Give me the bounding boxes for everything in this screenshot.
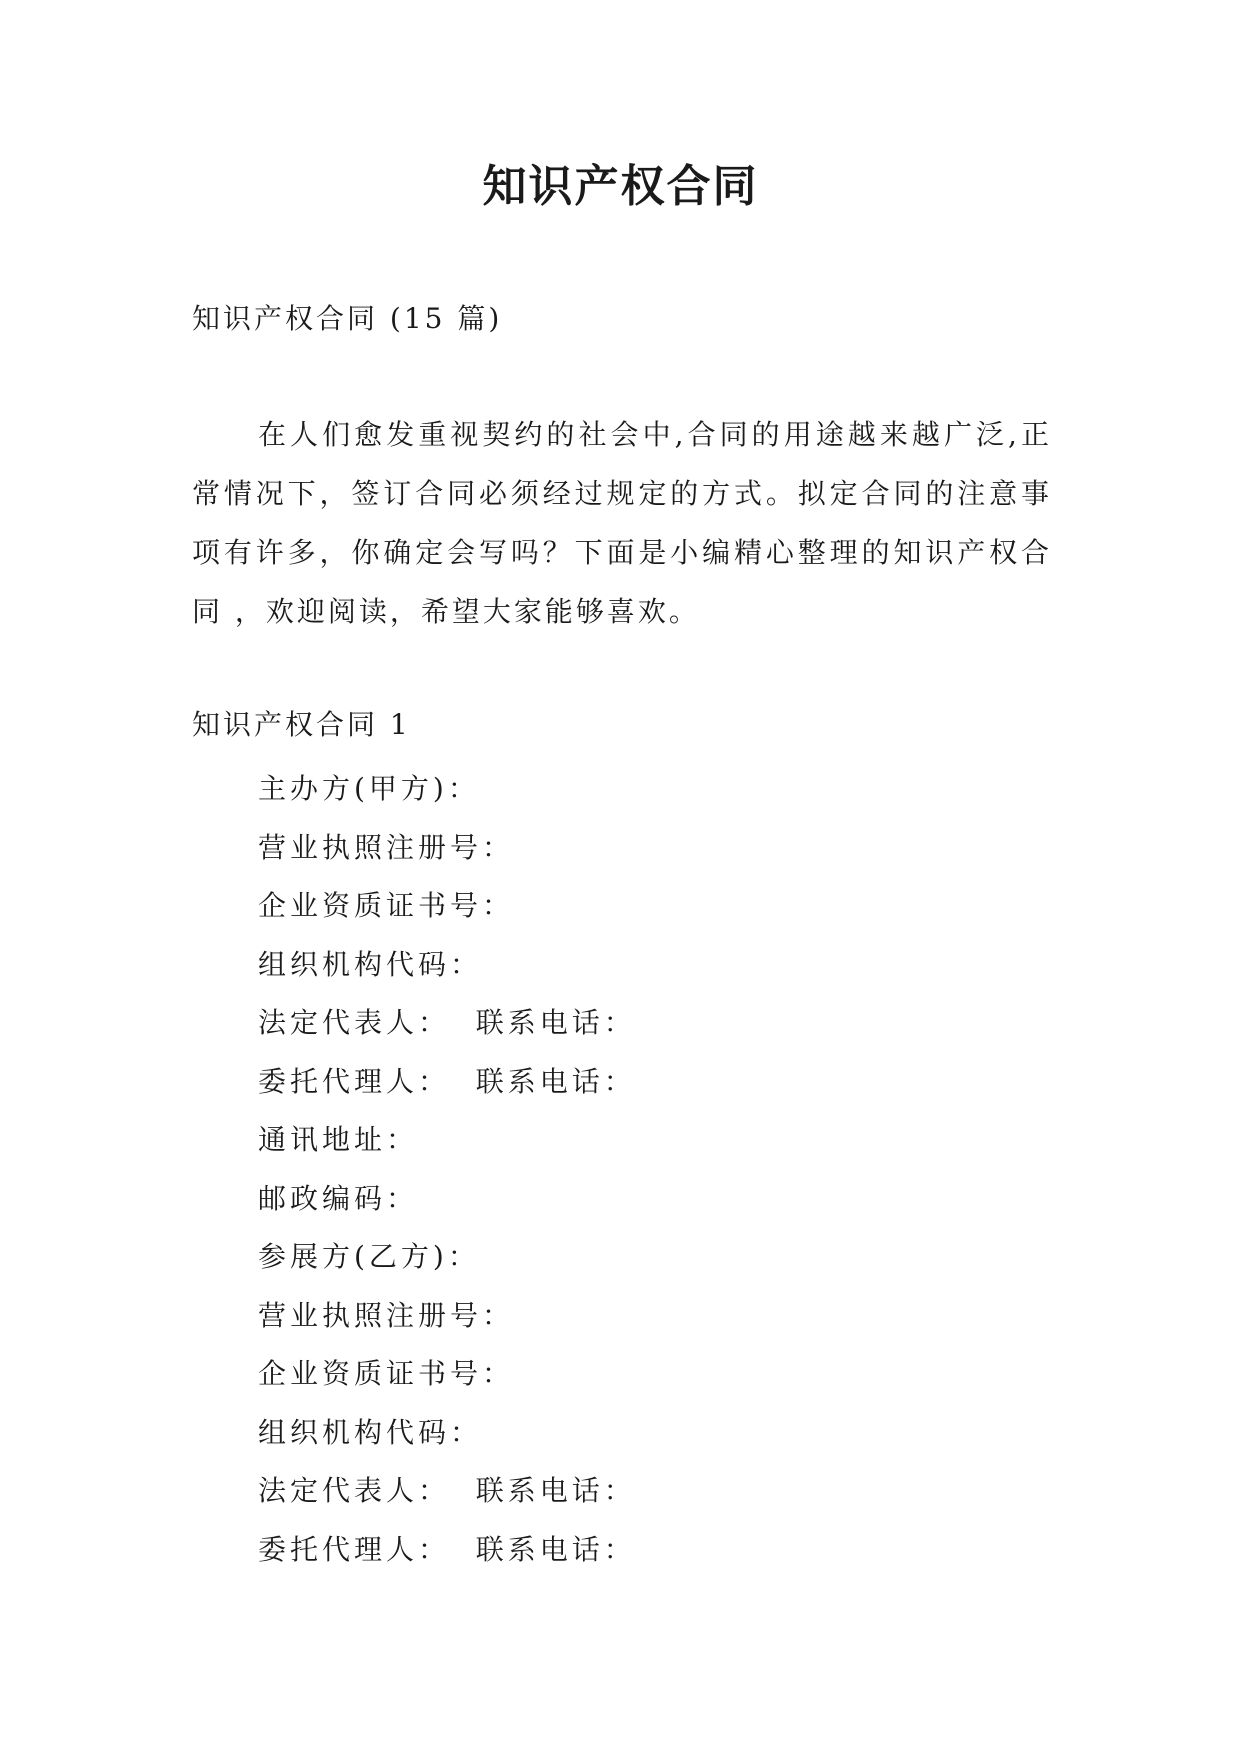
field-line: 主办方(甲方)： bbox=[258, 772, 480, 805]
field-line: 法定代表人： 联系电话： bbox=[258, 1474, 636, 1507]
field-line: 企业资质证书号： bbox=[258, 889, 515, 922]
field-line: 营业执照注册号： bbox=[258, 830, 515, 864]
field-line: 邮政编码： bbox=[258, 1181, 419, 1215]
field-line: 参展方(乙方)： bbox=[258, 1240, 480, 1273]
field-line: 委托代理人： 联系电话： bbox=[258, 1532, 636, 1566]
document-title: 知识产权合同 bbox=[482, 161, 759, 212]
field-line: 组织机构代码： bbox=[258, 1415, 483, 1449]
field-line: 营业执照注册号： bbox=[258, 1298, 515, 1332]
section-heading: 知识产权合同 1 bbox=[192, 708, 411, 741]
field-line: 委托代理人： 联系电话： bbox=[258, 1064, 636, 1098]
field-line: 法定代表人： 联系电话： bbox=[258, 1006, 636, 1039]
contract-field-list bbox=[258, 760, 636, 1579]
field-line: 通讯地址： bbox=[258, 1123, 419, 1156]
intro-paragraph: 在人们愈发重视契约的社会中,合同的用途越来越广泛,正常情况下，签订合同必须经过规定的方式。拟定合同的注意事项有许多，你确定会写吗？下面是小编精心整理的知识产权合同 ，欢迎阅读，希望大家能够喜欢。 bbox=[192, 418, 1052, 628]
document-subtitle: 知识产权合同 (15 篇) bbox=[192, 302, 503, 335]
field-line: 组织机构代码： bbox=[258, 947, 483, 981]
field-line: 企业资质证书号： bbox=[258, 1357, 515, 1390]
